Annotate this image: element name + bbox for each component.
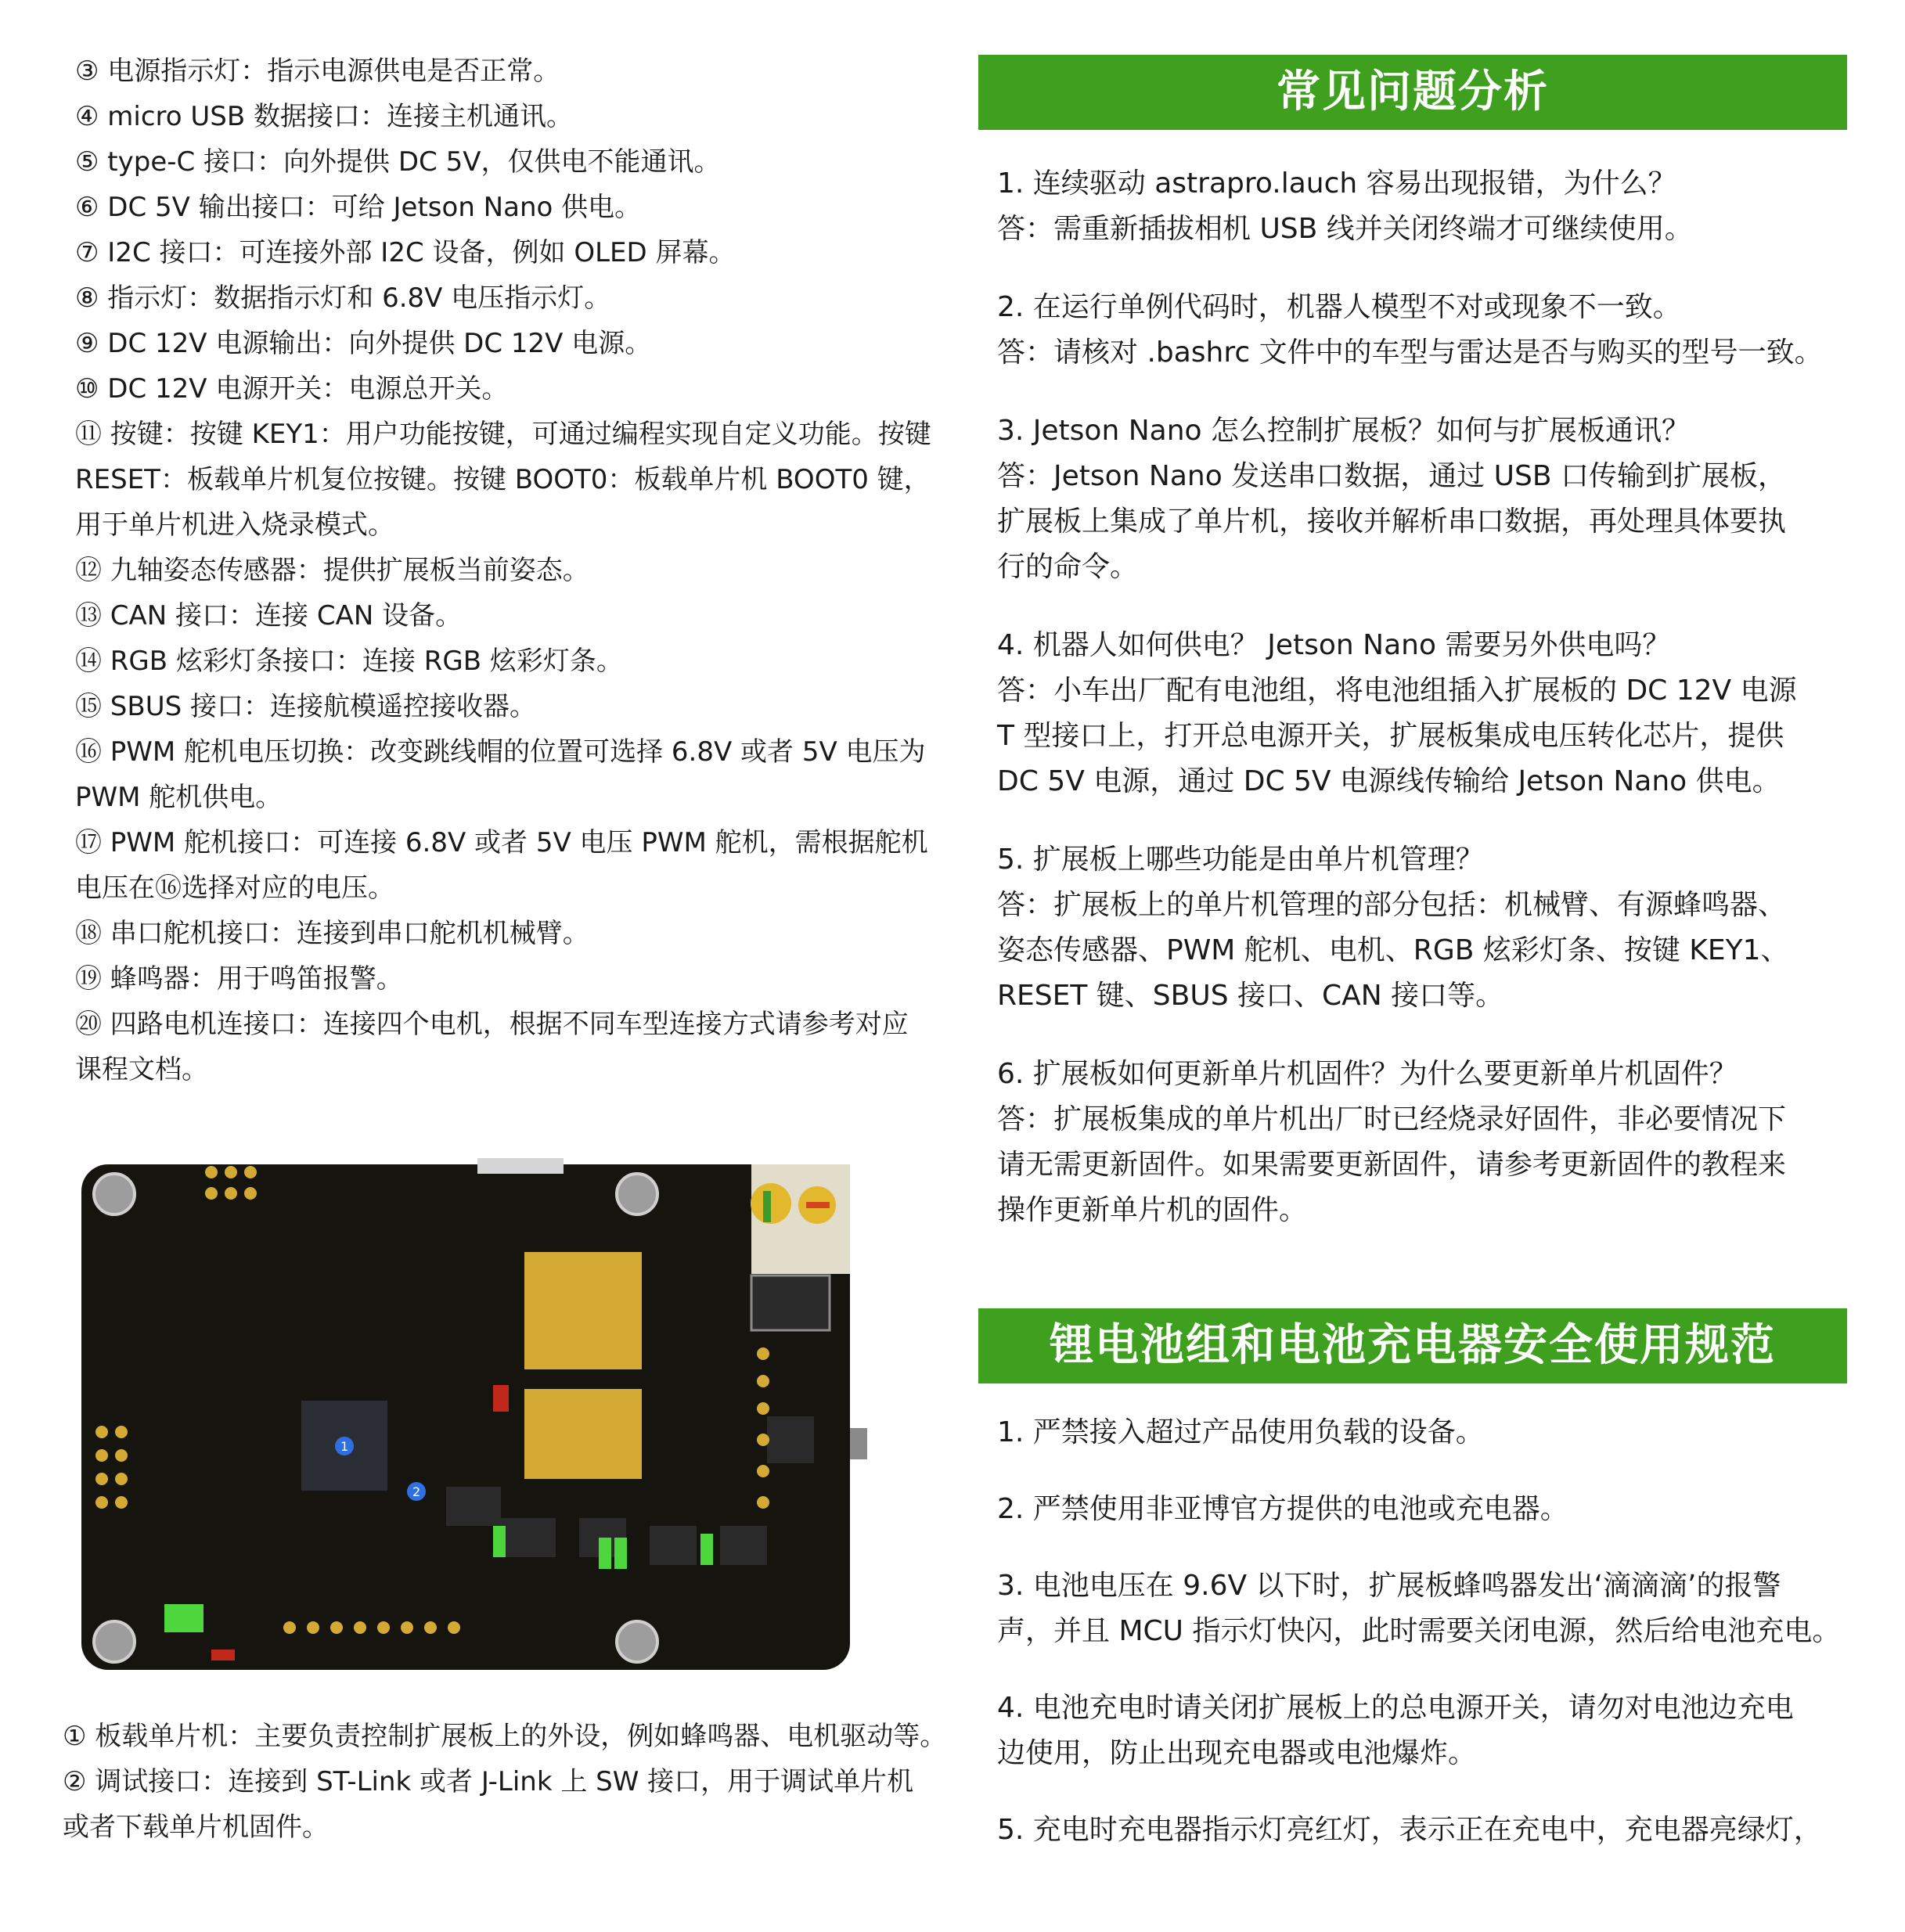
feature-line: ⑧ 指示灯：数据指示灯和 6.8V 电压指示灯。 (75, 282, 611, 314)
faq-answer-line: DC 5V 电源，通过 DC 5V 电源线传输给 Jetson Nano 供电。 (997, 765, 1781, 797)
feature-line: ⑦ I2C 接口：可连接外部 I2C 设备，例如 OLED 屏幕。 (75, 237, 736, 268)
feature-line: ⑪ 按键：按键 KEY1：用户功能按键，可通过编程实现自定义功能。按键 (75, 419, 931, 450)
faq-question: 1. 连续驱动 astrapro.lauch 容易出现报错，为什么？ (997, 167, 1676, 200)
feature-line: ⑥ DC 5V 输出接口：可给 Jetson Nano 供电。 (75, 192, 642, 223)
feature-line: ⑩ DC 12V 电源开关：电源总开关。 (75, 373, 509, 405)
feature-line: ⑨ DC 12V 电源输出：向外提供 DC 12V 电源。 (75, 328, 652, 359)
faq-answer-line: 操作更新单片机的固件。 (997, 1194, 1308, 1226)
faq-question: 4. 机器人如何供电？ Jetson Nano 需要另外供电吗？ (997, 629, 1671, 661)
feature-line: 课程文档。 (75, 1054, 208, 1085)
faq-answer-line: 答：请核对 .bashrc 文件中的车型与雷达是否与购买的型号一致。 (997, 336, 1823, 369)
feature-line: ④ micro USB 数据接口：连接主机通讯。 (75, 101, 573, 132)
board-marker-1: 1 (340, 1439, 349, 1454)
faq-answer-line: 姿态传感器、PWM 舵机、电机、RGB 炫彩灯条、按键 KEY1、 (997, 934, 1789, 966)
feature-line: ⑯ PWM 舵机电压切换：改变跳线帽的位置可选择 6.8V 或者 5V 电压为 (75, 736, 926, 768)
safety-title-banner: 锂电池组和电池充电器安全使用规范 (978, 1308, 1847, 1383)
faq-item (978, 1052, 1847, 1233)
caption-line: ② 调试接口：连接到 ST-Link 或者 J-Link 上 SW 接口，用于调试单片机 (63, 1766, 914, 1797)
faq-answer-line: 答：小车出厂配有电池组，将电池组插入扩展板的 DC 12V 电源 (997, 675, 1797, 707)
faq-answer-line: 请无需更新固件。如果需要更新固件，请参考更新固件的教程来 (997, 1149, 1787, 1181)
pcb-illustration (78, 1158, 884, 1675)
feature-line: ⑤ type-C 接口：向外提供 DC 5V，仅供电不能通讯。 (75, 146, 721, 178)
safety-line: 4. 电池充电时请关闭扩展板上的总电源开关，请勿对电池边充电 (997, 1692, 1794, 1724)
feature-line: ⑳ 四路电机连接口：连接四个电机，根据不同车型连接方式请参考对应 (75, 1009, 909, 1040)
safety-item (978, 1808, 1847, 1853)
feature-line: ⑱ 串口舵机接口：连接到串口舵机机械臂。 (75, 918, 589, 949)
safety-list (978, 1410, 1847, 1853)
faq-question: 6. 扩展板如何更新单片机固件？为什么要更新单片机固件？ (997, 1058, 1738, 1090)
faq-item (978, 408, 1847, 590)
feature-line: ⑲ 蜂鸣器：用于鸣笛报警。 (75, 963, 403, 995)
feature-line: RESET：板载单片机复位按键。按键 BOOT0：板载单片机 BOOT0 键， (75, 464, 931, 495)
board-caption (63, 1714, 947, 1850)
faq-item (978, 837, 1847, 1019)
safety-item (978, 1487, 1847, 1532)
safety-line: 1. 严禁接入超过产品使用负载的设备。 (997, 1416, 1484, 1448)
feature-line: PWM 舵机供电。 (75, 782, 283, 813)
feature-line: 用于单片机进入烧录模式。 (75, 509, 394, 541)
feature-line: ⑰ PWM 舵机接口：可连接 6.8V 或者 5V 电压 PWM 舵机，需根据舵机 (75, 827, 928, 858)
faq-title-banner: 常见问题分析 (978, 55, 1847, 130)
safety-item (978, 1686, 1847, 1776)
faq-item (978, 161, 1847, 252)
safety-line: 边使用，防止出现充电器或电池爆炸。 (997, 1737, 1477, 1769)
faq-answer-line: 答：需重新插拔相机 USB 线并关闭终端才可继续使用。 (997, 213, 1693, 245)
feature-line: ⑫ 九轴姿态传感器：提供扩展板当前姿态。 (75, 555, 589, 586)
faq-answer-line: 答：Jetson Nano 发送串口数据，通过 USB 口传输到扩展板， (997, 460, 1786, 492)
caption-line: 或者下载单片机固件。 (63, 1811, 329, 1843)
feature-line: 电压在⑯选择对应的电压。 (75, 872, 394, 904)
faq-answer-line: 答：扩展板上的单片机管理的部分包括：机械臂、有源蜂鸣器、 (997, 889, 1787, 921)
right-column (978, 55, 1847, 1853)
safety-line: 3. 电池电压在 9.6V 以下时，扩展板蜂鸣器发出‘滴滴滴’的报警 (997, 1570, 1781, 1602)
faq-question: 2. 在运行单例代码时，机器人模型不对或现象不一致。 (997, 291, 1681, 323)
feature-list (75, 49, 931, 1092)
safety-line: 声，并且 MCU 指示灯快闪，此时需要关闭电源，然后给电池充电。 (997, 1615, 1841, 1647)
board-marker-2: 2 (412, 1484, 421, 1499)
faq-answer-line: RESET 键、SBUS 接口、CAN 接口等。 (997, 980, 1504, 1012)
feature-line: ③ 电源指示灯：指示电源供电是否正常。 (75, 56, 560, 87)
faq-answer-line: 行的命令。 (997, 551, 1139, 583)
feature-line: ⑭ RGB 炫彩灯条接口：连接 RGB 炫彩灯条。 (75, 646, 623, 677)
feature-line: ⑮ SBUS 接口：连接航模遥控接收器。 (75, 691, 536, 722)
caption-line: ① 板载单片机：主要负责控制扩展板上的外设，例如蜂鸣器、电机驱动等。 (63, 1721, 947, 1752)
expansion-board-image (78, 1158, 884, 1675)
safety-item (978, 1563, 1847, 1654)
faq-answer-line: T 型接口上，打开总电源开关，扩展板集成电压转化芯片，提供 (997, 720, 1784, 752)
feature-line: ⑬ CAN 接口：连接 CAN 设备。 (75, 600, 463, 631)
safety-line: 2. 严禁使用非亚博官方提供的电池或充电器。 (997, 1493, 1568, 1525)
faq-item (978, 623, 1847, 804)
faq-question: 3. Jetson Nano 怎么控制扩展板？如何与扩展板通讯？ (997, 415, 1690, 447)
faq-list (978, 161, 1847, 1233)
faq-item (978, 285, 1847, 376)
faq-question: 5. 扩展板上哪些功能是由单片机管理？ (997, 844, 1484, 876)
safety-item (978, 1410, 1847, 1455)
safety-line: 5. 充电时充电器指示灯亮红灯，表示正在充电中，充电器亮绿灯， (997, 1814, 1822, 1846)
faq-answer-line: 答：扩展板集成的单片机出厂时已经烧录好固件，非必要情况下 (997, 1103, 1787, 1135)
faq-answer-line: 扩展板上集成了单片机，接收并解析串口数据，再处理具体要执 (997, 505, 1787, 538)
